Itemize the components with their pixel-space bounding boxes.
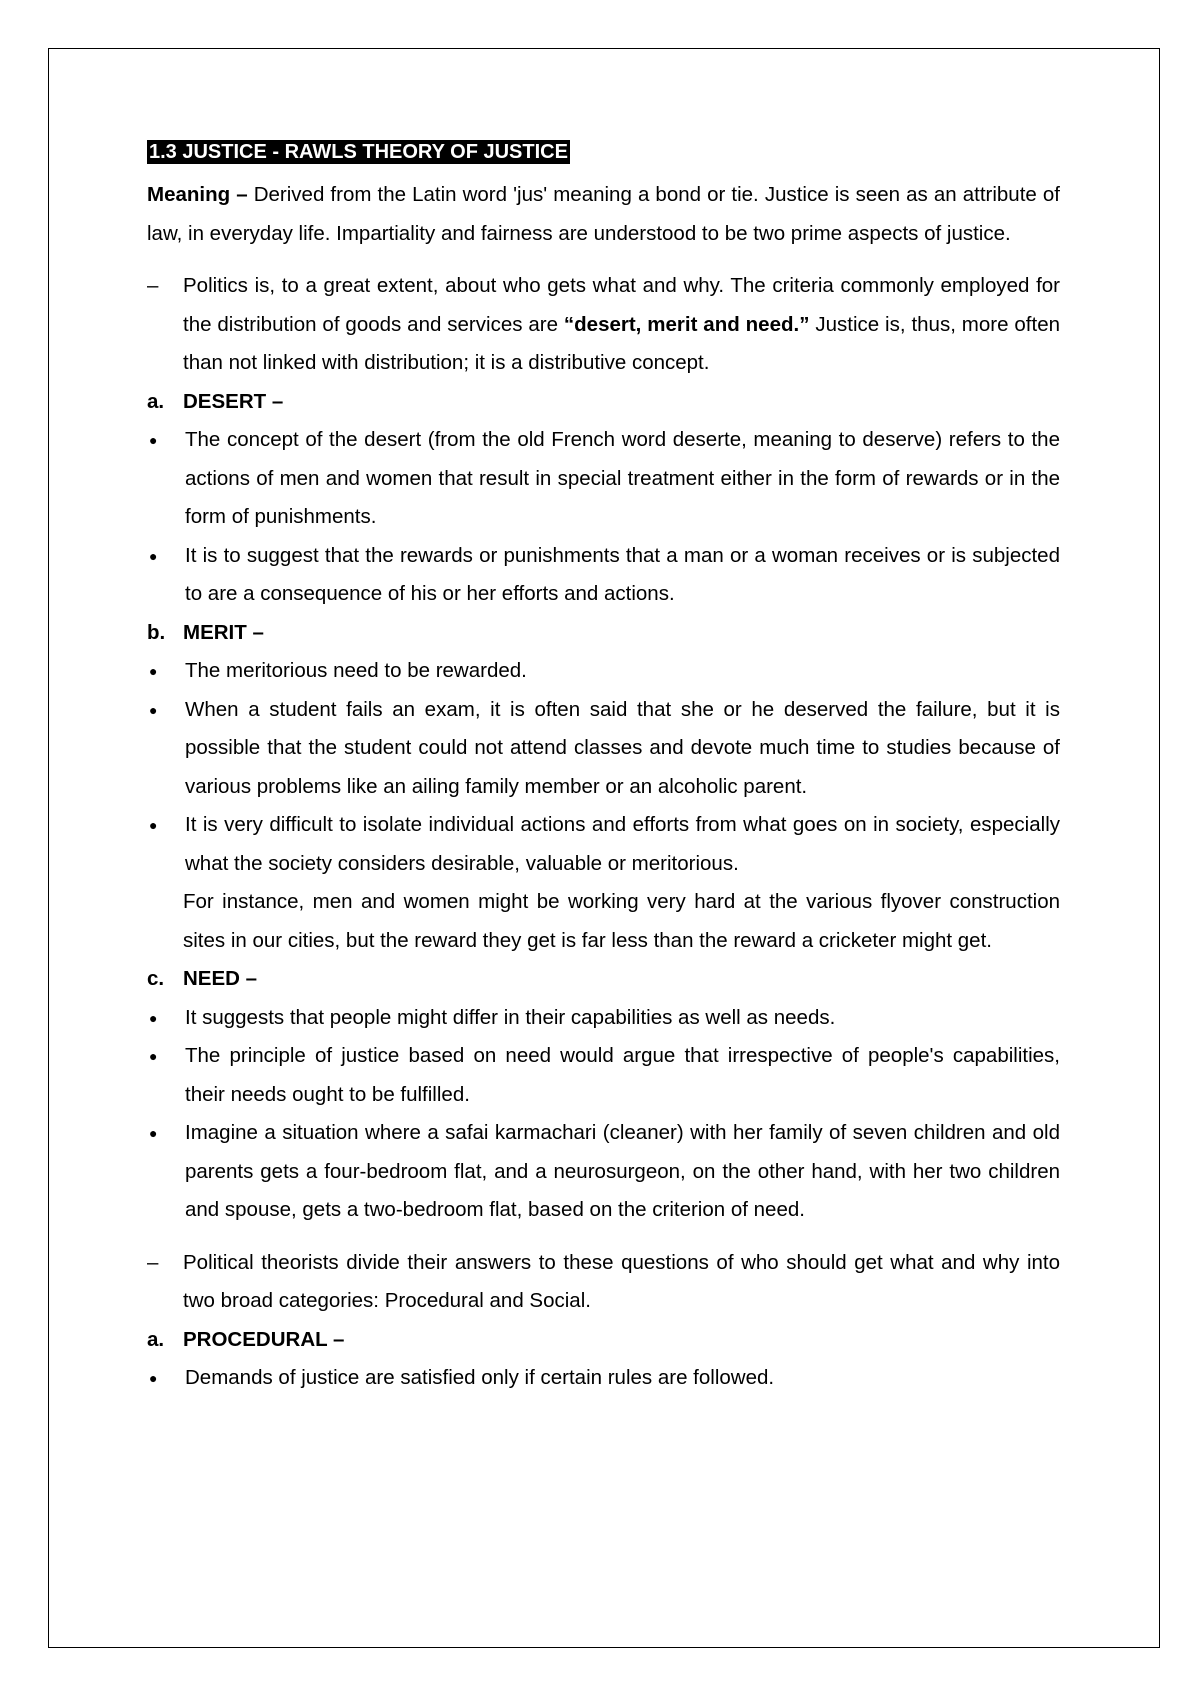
section-heading: NEED – xyxy=(183,967,258,990)
dash-text-before: Politics is, to a great extent, about who gets what and why. The criteria commonly employed for the distribution of goods and services are xyxy=(183,274,1060,336)
section-letter: a. xyxy=(147,389,165,413)
dash-item-distribution xyxy=(147,267,1060,383)
bullet-icon: ● xyxy=(149,663,158,679)
bullet-icon: ● xyxy=(149,1125,158,1141)
section-heading: MERIT – xyxy=(183,620,264,644)
list-item-text: Demands of justice are satisfied only if certain rules are followed. xyxy=(185,1366,775,1389)
meaning-text: Derived from the Latin word 'jus' meaning a bond or tie. Justice is seen as an attribute of law, in everyday life. Impartiality and fairness are understood to be two prime aspects of justice. xyxy=(147,183,1060,245)
list-item-text: It is very difficult to isolate individual actions and efforts from what goes on in society, especially what the society considers desirable, valuable or meritorious. xyxy=(185,813,1060,875)
section-heading-desert xyxy=(147,383,1060,422)
list-item-text: The meritorious need to be rewarded. xyxy=(185,659,527,682)
merit-example-paragraph: For instance, men and women might be working very hard at the various flyover construction sites in our cities, but the reward they get is far less than the reward a cricketer might get. xyxy=(183,890,1060,952)
page-title: 1.3 JUSTICE - RAWLS THEORY OF JUSTICE xyxy=(149,141,568,163)
list-item xyxy=(147,421,1060,537)
bullet-icon: ● xyxy=(149,547,158,564)
bullet-icon: ● xyxy=(149,1048,158,1064)
list-item-text: The principle of justice based on need would argue that irrespective of people's capabilities, their needs ought to be fulfilled. xyxy=(185,1044,1060,1106)
dash-marker: – xyxy=(147,1250,159,1274)
list-item-text: It suggests that people might differ in their capabilities as well as needs. xyxy=(185,1005,836,1029)
list-item xyxy=(147,652,1060,691)
dash-item-categories xyxy=(147,1244,1060,1321)
list-item-text: The concept of the desert (from the old French word deserte, meaning to deserve) refers to the actions of men and women that result in special treatment either in the form of rewards or in the form of punishments. xyxy=(185,428,1060,528)
list-item xyxy=(147,806,1060,883)
list-item xyxy=(147,999,1060,1038)
document-content xyxy=(147,140,1060,1398)
list-item xyxy=(147,537,1060,614)
list-item-text: It is to suggest that the rewards or punishments that a man or a woman receives or is subjected to are a consequence of his or her efforts and actions. xyxy=(185,543,1060,605)
section-letter: a. xyxy=(147,1327,165,1351)
dash-text-bold: “desert, merit and need.” xyxy=(563,312,810,336)
bullet-icon: ● xyxy=(149,1009,158,1026)
section-letter: c. xyxy=(147,967,165,990)
meaning-label: Meaning – xyxy=(147,183,248,206)
dash-text: Political theorists divide their answers to these questions of who should get what and why into two broad categories: Procedural and Social. xyxy=(183,1250,1060,1312)
section-letter: b. xyxy=(147,620,166,644)
bullet-icon: ● xyxy=(149,817,158,833)
list-item xyxy=(147,691,1060,807)
section-heading: PROCEDURAL – xyxy=(183,1327,345,1351)
list-item-text: When a student fails an exam, it is often said that she or he deserved the failure, but it is possible that the student could not attend classes and devote much time to studies because of various problems like an ailing family member or an alcoholic parent. xyxy=(185,697,1060,798)
section-heading-merit xyxy=(147,614,1060,653)
dash-text-after: Justice is, thus, more often than not linked with distribution; it is a distributive concept. xyxy=(183,312,1060,374)
dash-text xyxy=(183,267,1060,383)
title-block xyxy=(147,140,1060,164)
bullet-icon: ● xyxy=(149,701,158,718)
meaning-paragraph xyxy=(147,176,1060,253)
list-item-text: Imagine a situation where a safai karmachari (cleaner) with her family of seven children and old parents gets a four-bedroom flat, and a neurosurgeon, on the other hand, with her two children and spouse, gets a two-bedroom flat, based on the criterion of need. xyxy=(185,1121,1060,1221)
bullet-icon: ● xyxy=(149,432,158,448)
list-item xyxy=(147,1037,1060,1114)
section-heading-need xyxy=(147,960,1060,999)
list-item xyxy=(147,1114,1060,1230)
bullet-icon: ● xyxy=(149,1370,158,1386)
dash-marker: – xyxy=(147,274,159,297)
section-heading: DESERT – xyxy=(183,389,284,413)
list-item xyxy=(147,1359,1060,1398)
section-heading-procedural xyxy=(147,1321,1060,1360)
